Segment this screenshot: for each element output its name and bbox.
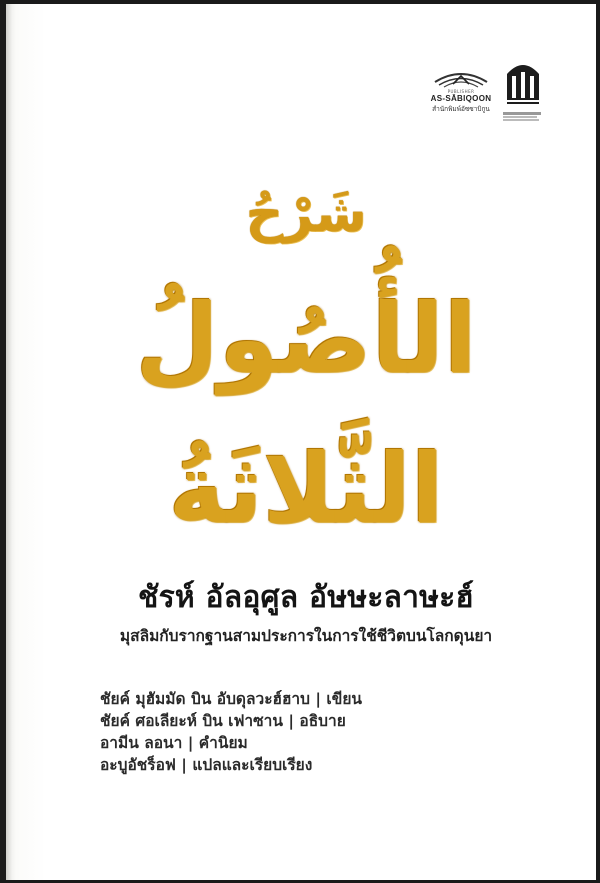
arabic-calligraphy-title (46, 184, 566, 564)
publisher-name: AS-SĀBIQOON (430, 94, 492, 103)
publisher-small-label: PUBLISHER (447, 89, 475, 94)
calligraphy-usul-thalatha: الأُصُولُ الثَّلاثَةُ (135, 283, 477, 545)
credits-list (100, 688, 362, 776)
publisher-logo (423, 62, 499, 122)
credit-explainer: ชัยค์ ศอเลียะห์ บิน เฟาซาน | อธิบาย (100, 712, 346, 730)
institute-logo (503, 58, 549, 122)
domed-building-icon (503, 58, 543, 106)
credit-author: ชัยค์ มุฮัมมัด บิน อับดุลวะฮ์ฮาบ | เขียน (100, 690, 363, 708)
book-subtitle: มุสลิมกับรากฐานสามประการในการใช้ชีวิตบนโลกดุนยา (119, 627, 493, 645)
calligraphy-sharh: شَرْحُ (245, 184, 367, 244)
thai-title-block (46, 574, 566, 648)
spine-edge (6, 4, 12, 880)
open-book-arcs-icon (431, 62, 491, 88)
credit-foreword: อามีน ลอนา | คำนิยม (100, 734, 248, 752)
credit-translator: อะบูอัชร็อฟ | แปลและเรียบเรียง (100, 756, 313, 774)
book-title: ชัรห์ อัลอุศูล อัษษะลาษะฮ์ (138, 580, 474, 615)
book-cover (6, 4, 596, 880)
publisher-thai-name: สำนักพิมพ์อัซซาบิกูน (432, 105, 490, 113)
institute-small-text (503, 112, 549, 121)
